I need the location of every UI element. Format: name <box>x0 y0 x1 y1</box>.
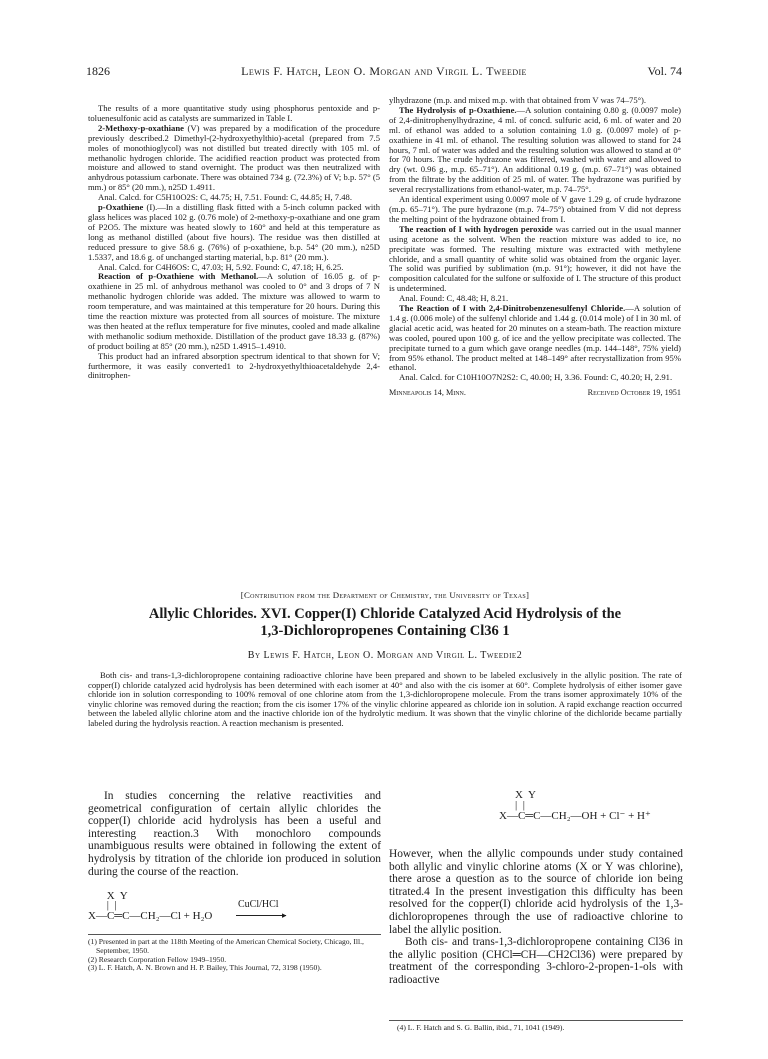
body-left-column <box>88 790 381 878</box>
reactants: X—C═C—CH₂—Cl + H₂O <box>88 910 213 922</box>
paragraph <box>88 203 380 262</box>
run-in-heading: The Reaction of I with 2,4-Dinitrobenzenesulfenyl Chloride. <box>399 303 626 314</box>
place-of-origin: Minneapolis 14, Minn. <box>389 388 466 398</box>
paragraph <box>389 106 681 195</box>
paragraph-text: —A solution containing 0.80 g. (0.0097 mole) of 2,4-dinitrophenylhydrazine, 4 ml. of concd. sulfuric acid, 6 ml. of water and 20 ml. of ethanol was added to a solution containing 1.0 g. (0.0097 mole) of p-oxathiene in 41 ml. of ethanol. The resulting solution was allowed to stand for 24 hours, 7 ml. of water was added and the resulting solution was allowed to stand at 0° for 70 hours. The crude hydrazone was filtered, washed with water and allowed to dry (wt. 0.96 g., m.p. 65–71°). An additional 0.19 g. (m.p. 67–71°) was obtained from the filtrate by the addition of 25 ml. of water. The hydrazone was purified by several recrystallizations from ethanol-water, m.p. 74–75°. <box>389 104 681 195</box>
footnotes-left <box>88 934 381 973</box>
top-right-column <box>389 96 681 398</box>
paragraph <box>88 124 380 193</box>
footnote: (1) Presented in part at the 118th Meeting of the American Chemical Society, Chicago, Ill., September, 1950. <box>88 937 364 955</box>
page-number: 1826 <box>86 64 110 78</box>
byline: By Lewis F. Hatch, Leon O. Morgan and Virgil L. Tweedie2 <box>247 650 523 661</box>
footnote: (3) L. F. Hatch, A. N. Brown and H. P. Bailey, This Journal, 72, 3198 (1950). <box>88 963 322 973</box>
reaction-arrow <box>236 915 286 916</box>
title-line: Allylic Chlorides. XVI. Copper(I) Chloride Catalyzed Acid Hydrolysis of the <box>148 606 622 622</box>
product-equation <box>389 790 683 838</box>
catalyst-label: CuCl/HCl <box>238 899 279 910</box>
footnotes-right <box>389 1020 683 1033</box>
paragraph-text: was carried out in the usual manner using acetone as the solvent. When the reaction mixture was added to ice, no precipitate was formed. The resulting mixture was extracted with methylene chloride, and a small quantity of white solid was obtained from the organic layer. The solid was purified by sublimation (m.p. 91°); however, it did not have the composition calculated for the sulfone or sulfoxide of I. The structure of this product is undetermined. <box>389 223 681 294</box>
run-in-heading: 2-Methoxy-p-oxathiane <box>98 122 184 133</box>
analysis-line: Anal. Calcd. for C5H10O2S: C, 44.75; H, 7.51. Found: C, 44.85; H, 7.48. <box>98 192 352 203</box>
paragraph <box>389 304 681 373</box>
abstract <box>88 671 682 729</box>
analysis-line: Anal. Calcd. for C4H6OS: C, 47.03; H, 5.92. Found: C, 47.18; H, 6.25. <box>98 261 344 272</box>
title-line: 1,3-Dichloropropenes Containing Cl36 1 <box>260 623 510 639</box>
paragraph: This product had an infrared absorption spectrum identical to that shown for V; furthermore, it was easily converted1 to 2-hydroxyethylthioacetaldehyde 2,4-dinitrophen- <box>88 350 380 381</box>
footnote: (4) L. F. Hatch and S. G. Ballin, ibid., 71, 1041 (1949). <box>397 1023 565 1032</box>
substituent-labels: X Y <box>515 789 536 801</box>
running-header <box>86 64 682 80</box>
run-in-heading: Reaction of p-Oxathiene with Methanol. <box>98 271 259 282</box>
bond-lines: | | <box>515 799 525 811</box>
paragraph: However, when the allylic compounds under study contained both allylic and vinylic chlorine atoms (X or Y was chlorine), there arose a question as to the source of chloride ion being titrated.4 In the present investigation this difficulty has been resolved for the copper(I) chloride acid hydrolysis of the 1,3-dichloropropenes through the use of radioactive chlorine to label the allylic position. <box>389 848 683 936</box>
paragraph: ylhydrazone (m.p. and mixed m.p. with that obtained from V was 74–75°). <box>389 95 647 105</box>
reaction-equation <box>88 891 381 927</box>
bond-lines: | | <box>104 899 117 911</box>
paragraph-text: —A solution of 1.4 g. (0.006 mole) of the sulfenyl chloride and 1.44 g. (0.014 mole) of I in 30 ml. of glacial acetic acid, was heated for 20 minutes on a steam-bath. The reaction mixture was cooled, poured upon 100 g. of ice and the yellow precipitate was collected. The precipitate turned to a gum which gave orange needles (m.p. 144–148°, 75% yield) from 95% ethanol. The product melted at 148–149° after recrystallization from 95% ethanol. <box>389 303 681 373</box>
header-authors: Lewis F. Hatch, Leon O. Morgan and Virgil L. Tweedie <box>241 64 527 78</box>
paragraph: Both cis- and trans-1,3-dichloropropene containing Cl36 in the allylic position (CHCl═CH—CH2Cl36) were prepared by treatment of the corresponding 3-chloro-2-propen-1-ols with radioactive <box>389 936 683 986</box>
substituent-labels: X Y <box>104 890 128 902</box>
analysis-line: Anal. Found: C, 48.48; H, 8.21. <box>399 293 509 304</box>
abstract-text: Both cis- and trans-1,3-dichloropropene containing radioactive chlorine have been prepared and shown to be labeled exclusively in the allylic position. The rate of copper(I) chloride catalyzed acid hydrolysis has been determined with each isomer at 40° and also with the cis isomer at 60°. Complete hydrolysis of either isomer gave chloride ion in solution corresponding to 100% removal of one chlorine atom from the 1,3-dichloropropene molecule. From the trans isomer approximately 10% of the vinylic chlorine was removed during the reaction; from the cis isomer 17% of the vinylic chlorine appeared as chloride ion in solution. A rapid exchange reaction occurred between the labeled allylic chlorine atom and the inactive chloride ion of the hydrolytic medium. It was shown that the vinylic chlorine of the dichloride became partially labeled during the hydrolysis reaction. A reaction mechanism is presented. <box>88 670 682 728</box>
paragraph-text: —A solution of 16.05 g. of p-oxathiene in 25 ml. of anhydrous methanol was cooled to 0° and 3 drops of 7 N methanolic hydrogen chloride was added. The mixture was allowed to warm to room temperature, and was maintained at this temperature for 20 hours. During this time the reaction mixture was protected from all sources of moisture. The mixture was then heated at the reflux temperature for five minutes, cooled and made alkaline with methanolic sodium methoxide. Distillation of the product gave 18.33 g. (87%) of product boiling at 85° (20 mm.), n25D 1.4915–1.4910. <box>88 271 380 351</box>
run-in-heading: The reaction of I with hydrogen peroxide <box>399 223 553 234</box>
article-title <box>88 606 682 640</box>
paragraph-text: (I).—In a distilling flask fitted with a 5-inch column packed with glass helices was placed 102 g. (0.76 mole) of 2-methoxy-p-oxathiane and one gram of P2O5. The mixture was heated slowly to 160° and held at this temperature as long as methanol distilled (about five hours). The residue was then distilled at reduced pressure to give 58.6 g. (76%) of p-oxathiene, b.p. 54° (20 mm.), n25D 1.5337, and 18.6 g. of unchanged starting material, b.p. 81° (20 mm.). <box>88 202 380 262</box>
arrow-head-icon: ▸ <box>282 910 287 920</box>
paragraph: An identical experiment using 0.0097 mole of V gave 1.29 g. of crude hydrazone (m.p. 65–71°). The pure hydrazone (m.p. 74–75°) obtained from V did not depress the melting point of the hydrazone obtained from I. <box>389 194 681 224</box>
contribution-line: [Contribution from the Department of Chemistry, the University of Texas] <box>240 590 530 600</box>
paragraph: The results of a more quantitative study using phosphorus pentoxide and p-toluenesulfonic acid as catalysts are summarized in Table I. <box>88 103 380 123</box>
volume-number: Vol. 74 <box>647 64 682 78</box>
received-date: Received October 19, 1951 <box>587 388 681 398</box>
products: X—C═C—CH₂—OH + Cl⁻ + H⁺ <box>499 810 651 822</box>
paragraph <box>88 272 380 351</box>
received-line <box>389 388 681 398</box>
paragraph-text: (V) was prepared by a modification of the procedure previously described.2 Dimethyl-(2-hydroxyethylthio)-acetal (prepared from 7.5 moles of monothioglycol) was not distilled but treated directly with 105 ml. of methanolic hydrogen chloride. The acidified reaction product was protected from moisture and allowed to stand overnight. The product was then neutralized with anhydrous potassium carbonate. There was obtained 734 g. (72.3%) of V; b.p. 57° (5 mm.) or 85° (20 mm.), n25D 1.4911. <box>88 122 380 193</box>
run-in-heading: The Hydrolysis of p-Oxathiene. <box>399 104 517 115</box>
analysis-line: Anal. Calcd. for C10H10O7N2S2: C, 40.00; H, 3.36. Found: C, 40.20; H, 2.91. <box>399 372 673 383</box>
top-left-column <box>88 104 380 381</box>
paragraph: In studies concerning the relative reactivities and geometrical configuration of certain allylic chlorides the copper(I) chloride acid hydrolysis has been a useful and interesting reaction.3 With monochloro compounds unambiguous results were obtained in following the extent of hydrolysis by titration of the chloride ion produced in solution during the course of the reaction. <box>88 790 381 878</box>
paragraph <box>389 225 681 294</box>
footnote: (2) Research Corporation Fellow 1949–1950. <box>88 954 227 964</box>
run-in-heading: p-Oxathiene <box>98 202 144 213</box>
body-right-column <box>389 848 683 987</box>
